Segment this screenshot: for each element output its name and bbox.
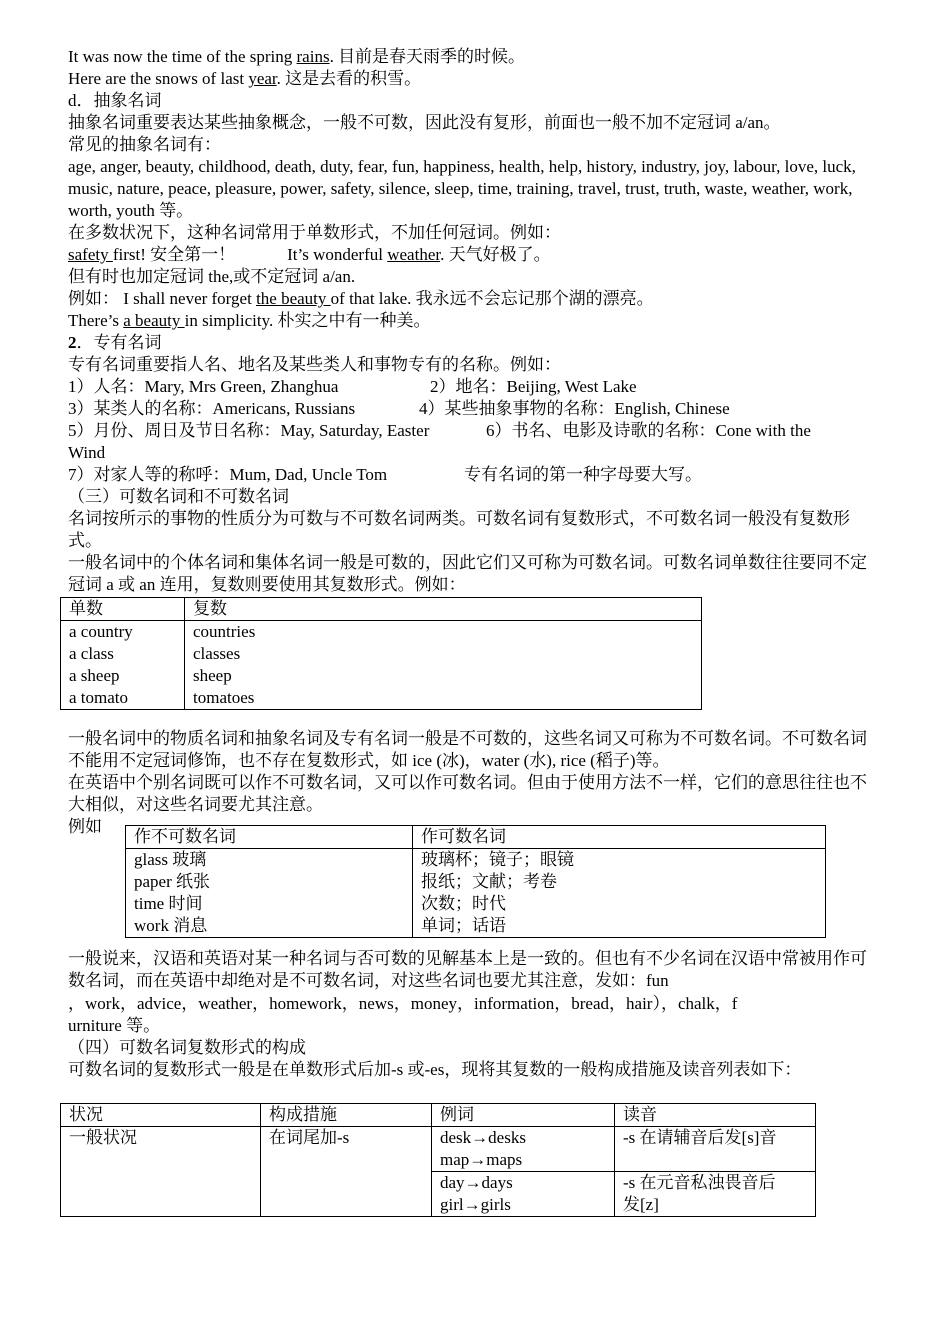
table-cell-line: girl→girls <box>440 1195 511 1214</box>
table-cell-sound: -s 在请辅音后发[s]音 <box>615 1127 816 1172</box>
table-cell-countable <box>413 849 826 938</box>
section-heading-abstract: d．抽象名词 <box>68 91 162 110</box>
table-header: 作不可数名词 <box>126 826 413 849</box>
comparison-word-list-end: urniture 等。 <box>68 1016 161 1035</box>
table-cell-line: 次数；时代 <box>421 894 506 913</box>
table-cell-line: tomatoes <box>193 688 255 707</box>
abstract-list-intro: 常见的抽象名词有： <box>68 135 221 154</box>
countable-description-2: 一般名词中的个体名词和集体名词一般是可数的，因此它们又可称为可数名词。可数名词单数往往要同不定冠词 a 或 an 连用，复数则要使用其复数形式。例如： <box>68 553 867 594</box>
text: Here are the snows of last <box>68 69 249 88</box>
table-header: 作可数名词 <box>413 826 826 849</box>
section-heading-proper <box>68 332 888 354</box>
table-cell-line: classes <box>193 644 241 663</box>
table-cell-examples <box>432 1127 615 1172</box>
table-cell-line: work 消息 <box>134 916 208 935</box>
table-cell-line: map→maps <box>440 1150 523 1169</box>
example-line-beauty <box>68 288 888 310</box>
proper-item-4: 4）某些抽象事物的名称：English, Chinese <box>419 399 730 418</box>
table-cell-examples <box>432 1172 615 1217</box>
abstract-noun-list: age, anger, beauty, childhood, death, duty, fear, fun, happiness, health, help, history, industry, joy, labour, love, luck, music, nature, peace, pleasure, power, safety, silence, sleep, time, training, travel, trust, truth, waste, weather, work, worth, youth 等。 <box>68 157 856 220</box>
underlined-word: the beauty <box>256 289 331 308</box>
plural-formation-table <box>60 1103 816 1217</box>
heading-text: ．专有名词 <box>76 333 162 352</box>
example-label: 例如 <box>68 817 102 836</box>
table-header: 构成措施 <box>261 1104 432 1127</box>
text: . 天气好极了。 <box>440 245 551 264</box>
table-cell-line: a class <box>69 644 114 663</box>
underlined-word: year <box>248 69 277 88</box>
proper-description: 专有名词重要指人名、地名及某些类人和事物专有的名称。例如： <box>68 355 561 374</box>
table-cell-method: 在词尾加-s <box>261 1127 432 1217</box>
table-cell-line: -s 在元音私浊畏音后 <box>623 1173 776 1192</box>
text: 例如： I shall never forget <box>68 289 257 308</box>
table-cell-line: countries <box>193 622 256 641</box>
plural-description: 可数名词的复数形式一般是在单数形式后加-s 或-es，现将其复数的一般构成措施及读音列表如下： <box>68 1060 802 1079</box>
table-cell-line: 玻璃杯；镜子；眼镜 <box>421 850 574 869</box>
example-sentence-year <box>68 68 888 90</box>
dual-use-description: 在英语中个别名词既可以作不可数名词，又可以作可数名词。但由于使用方法不一样，它们的意思往往也不大相似，对这些名词要尤其注意。 <box>68 773 867 814</box>
table-header: 状况 <box>61 1104 261 1127</box>
table-header: 读音 <box>615 1104 816 1127</box>
table-cell-plural <box>185 621 702 710</box>
section-heading-countable: （三）可数名词和不可数名词 <box>68 487 289 506</box>
countable-description: 名词按所示的事物的性质分为可数与不可数名词两类。可数名词有复数形式，不可数名词一般没有复数形式。 <box>68 509 850 550</box>
table-cell-line: a sheep <box>69 666 120 685</box>
table-cell-line: sheep <box>193 666 232 685</box>
text: . 目前是春天雨季的时候。 <box>329 47 526 66</box>
proper-item-6: 6）书名、电影及诗歌的名称：Cone with the <box>486 421 811 440</box>
capitalization-note: 专有名词的第一种字母要大写。 <box>464 465 702 484</box>
table-cell-case: 一般状况 <box>61 1127 261 1217</box>
proper-item-7: 7）对家人等的称呼：Mum, Dad, Uncle Tom <box>68 465 388 484</box>
text: first! 安全第一！ <box>112 245 236 264</box>
uncountable-description: 一般名词中的物质名词和抽象名词及专有名词一般是不可数的，这些名词又可称为不可数名词。不可数名词不能用不定冠词修饰，也不存在复数形式，如 ice (冰)，water (水), rice (稻子)等。 <box>68 729 867 770</box>
text: It’s wonderful <box>287 245 388 264</box>
singular-plural-table <box>60 597 702 710</box>
heading-number: 2 <box>68 333 77 352</box>
table-cell-line: a tomato <box>69 688 129 707</box>
table-cell-singular <box>61 621 185 710</box>
underlined-word: weather <box>387 245 441 264</box>
table-header: 复数 <box>185 598 702 621</box>
table-cell-line: paper 纸张 <box>134 872 211 891</box>
example-line-simplicity <box>68 310 888 332</box>
table-cell-line: desk→desks <box>440 1128 526 1147</box>
abstract-usage: 在多数状况下，这种名词常用于单数形式，不加任何冠词。例如： <box>68 223 561 242</box>
text: of that lake. 我永远不会忘记那个湖的漂亮。 <box>330 289 654 308</box>
underlined-word: rains <box>296 47 330 66</box>
proper-item-6-cont: Wind <box>68 443 106 462</box>
comparison-word-list: ，work，advice，weather，homework，news，money，information，bread，hair），chalk，f <box>68 994 738 1013</box>
table-header: 单数 <box>61 598 185 621</box>
underlined-word: safety <box>68 245 113 264</box>
example-sentence-rains <box>68 46 888 68</box>
table-cell-line: 报纸；文献；考卷 <box>421 872 557 891</box>
countable-uncountable-table <box>125 825 826 938</box>
text: in simplicity. 朴实之中有一种美。 <box>184 311 431 330</box>
table-cell-sound <box>615 1172 816 1217</box>
table-cell-line: day→days <box>440 1173 513 1192</box>
table-cell-line: glass 玻璃 <box>134 850 207 869</box>
proper-item-1: 1）人名：Mary, Mrs Green, Zhanghua <box>68 377 339 396</box>
example-line-safety <box>68 244 888 266</box>
proper-item-2: 2）地名：Beijing, West Lake <box>430 377 637 396</box>
section-heading-plural: （四）可数名词复数形式的构成 <box>68 1038 306 1057</box>
table-cell-uncountable <box>126 849 413 938</box>
text: . 这是去看的积雪。 <box>276 69 422 88</box>
table-cell-line: 单词；话语 <box>421 916 506 935</box>
article-note: 但有时也加定冠词 the,或不定冠词 a/an. <box>68 267 356 286</box>
table-cell-line: 发[z] <box>623 1195 659 1214</box>
abstract-description: 抽象名词重要表达某些抽象概念，一般不可数，因此没有复形，前面也一般不加不定冠词 a/an。 <box>68 113 781 132</box>
table-header: 例词 <box>432 1104 615 1127</box>
text: There’s <box>68 311 124 330</box>
proper-item-3: 3）某类人的名称：Americans, Russians <box>68 399 356 418</box>
table-cell-line: a country <box>69 622 133 641</box>
table-cell-line: time 时间 <box>134 894 203 913</box>
proper-item-5: 5）月份、周日及节日名称：May, Saturday, Easter <box>68 421 430 440</box>
underlined-word: a beauty <box>123 311 185 330</box>
comparison-description: 一般说来，汉语和英语对某一种名词与否可数的见解基本上是一致的。但也有不少名词在汉语中常被用作可数名词，而在英语中却绝对是不可数名词，对这些名词也要尤其注意，发如：fun <box>68 949 867 990</box>
text: It was now the time of the spring <box>68 47 297 66</box>
